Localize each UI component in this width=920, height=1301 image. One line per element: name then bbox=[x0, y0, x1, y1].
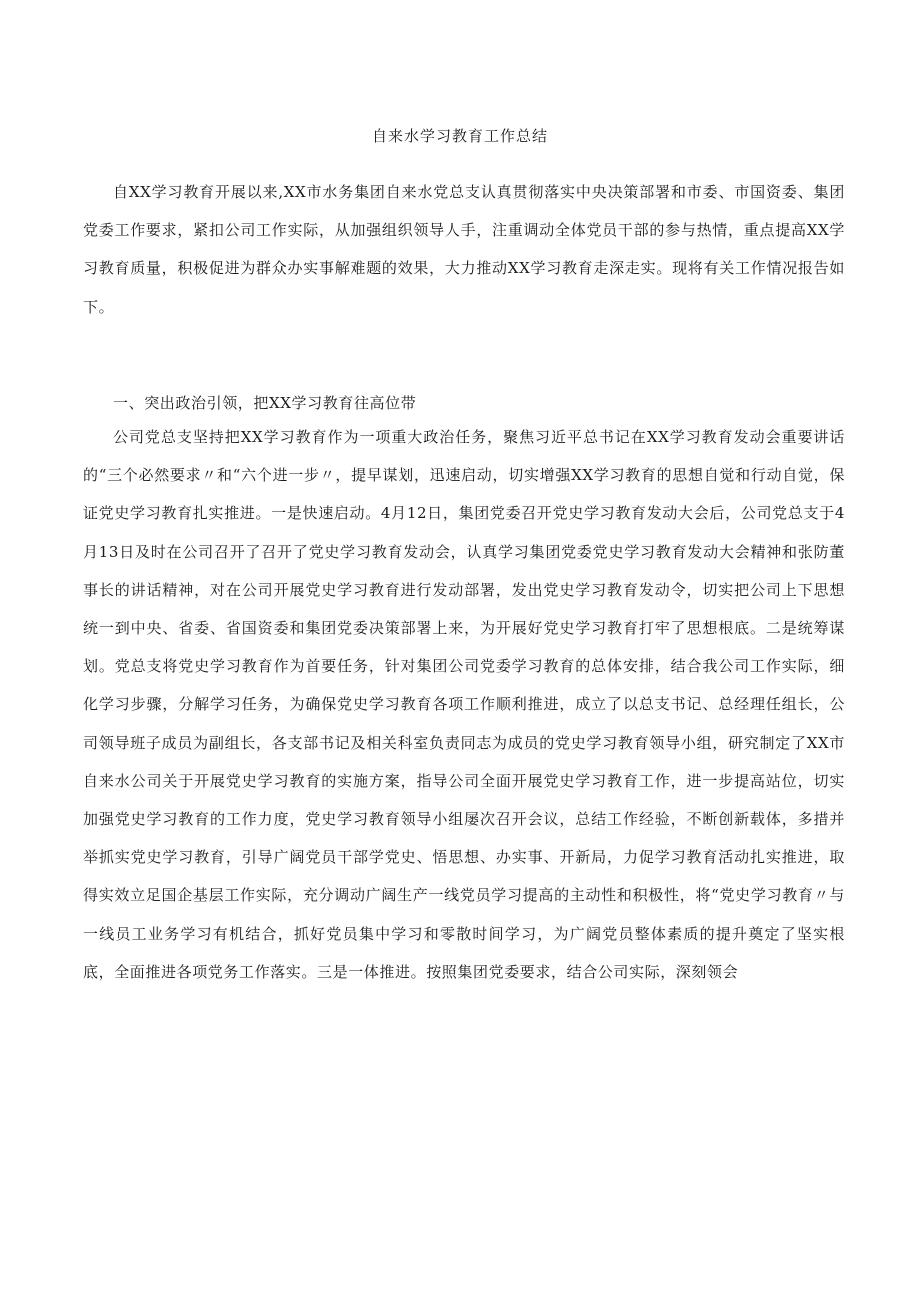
intro-paragraph: 自XX学习教育开展以来,XX市水务集团自来水党总支认真贯彻落实中央决策部署和市委、市国资委、集团党委工作要求，紧扣公司工作实际，从加强组织领导人手，注重调动全体党员干部的参与热情，重点提高XX学习教育质量，积极促进为群众办实事解难题的效果，大力推动XX学习教育走深走实。现将有关工作情况报告如下。 bbox=[83, 183, 845, 316]
section-heading: 一、突出政治引领，把XX学习教育往高位带 bbox=[113, 394, 417, 412]
document-title: 自来水学习教育工作总结 bbox=[371, 127, 548, 145]
section-body-paragraph: 公司党总支坚持把XX学习教育作为一项重大政治任务，聚焦习近平总书记在XX学习教育发动会重要讲话的“三个必然要求〃和“六个进一步〃，提早谋划，迅速启动，切实增强XX学习教育的思想自觉和行动自觉，保证党史学习教育扎实推进。一是快速启动。4月12日，集团党委召开党史学习教育发动大会后，公司党总支于4月13日及时在公司召开了召开了党史学习教育发动会，认真学习集团党委党史学习教育发动大会精神和张防董事长的讲话精神，对在公司开展党史学习教育进行发动部署，发出党史学习教育发动令，切实把公司上下思想统一到中央、省委、省国资委和集团党委决策部署上来，为开展好党史学习教育打牢了思想根底。二是统筹谋划。党总支将党史学习教育作为首要任务，针对集团公司党委学习教育的总体安排，结合我公司工作实际，细化学习步骤，分解学习任务，为确保党史学习教育各项工作顺利推进，成立了以总支书记、总经理任组长，公司领导班子成员为副组长，各支部书记及相关科室负责同志为成员的党史学习教育领导小组，研究制定了XX市自来水公司关于开展党史学习教育的实施方案，指导公司全面开展党史学习教育工作，进一步提高站位，切实加强党史学习教育的工作力度，党史学习教育领导小组屡次召开会议，总结工作经验，不断创新载体，多措并举抓实党史学习教育，引导广阔党员干部学党史、悟思想、办实事、开新局，力促学习教育活动扎实推进，取得实效立足国企基层工作实际，充分调动广阔生产一线党员学习提高的主动性和积极性，将“党史学习教育〃与一线员工业务学习有机结合，抓好党员集中学习和零散时间学习，为广阔党员整体素质的提升奠定了坚实根底，全面推进各项党务工作落实。三是一体推进。按照集团党委要求，结合公司实际，深刻领会 bbox=[83, 428, 845, 981]
